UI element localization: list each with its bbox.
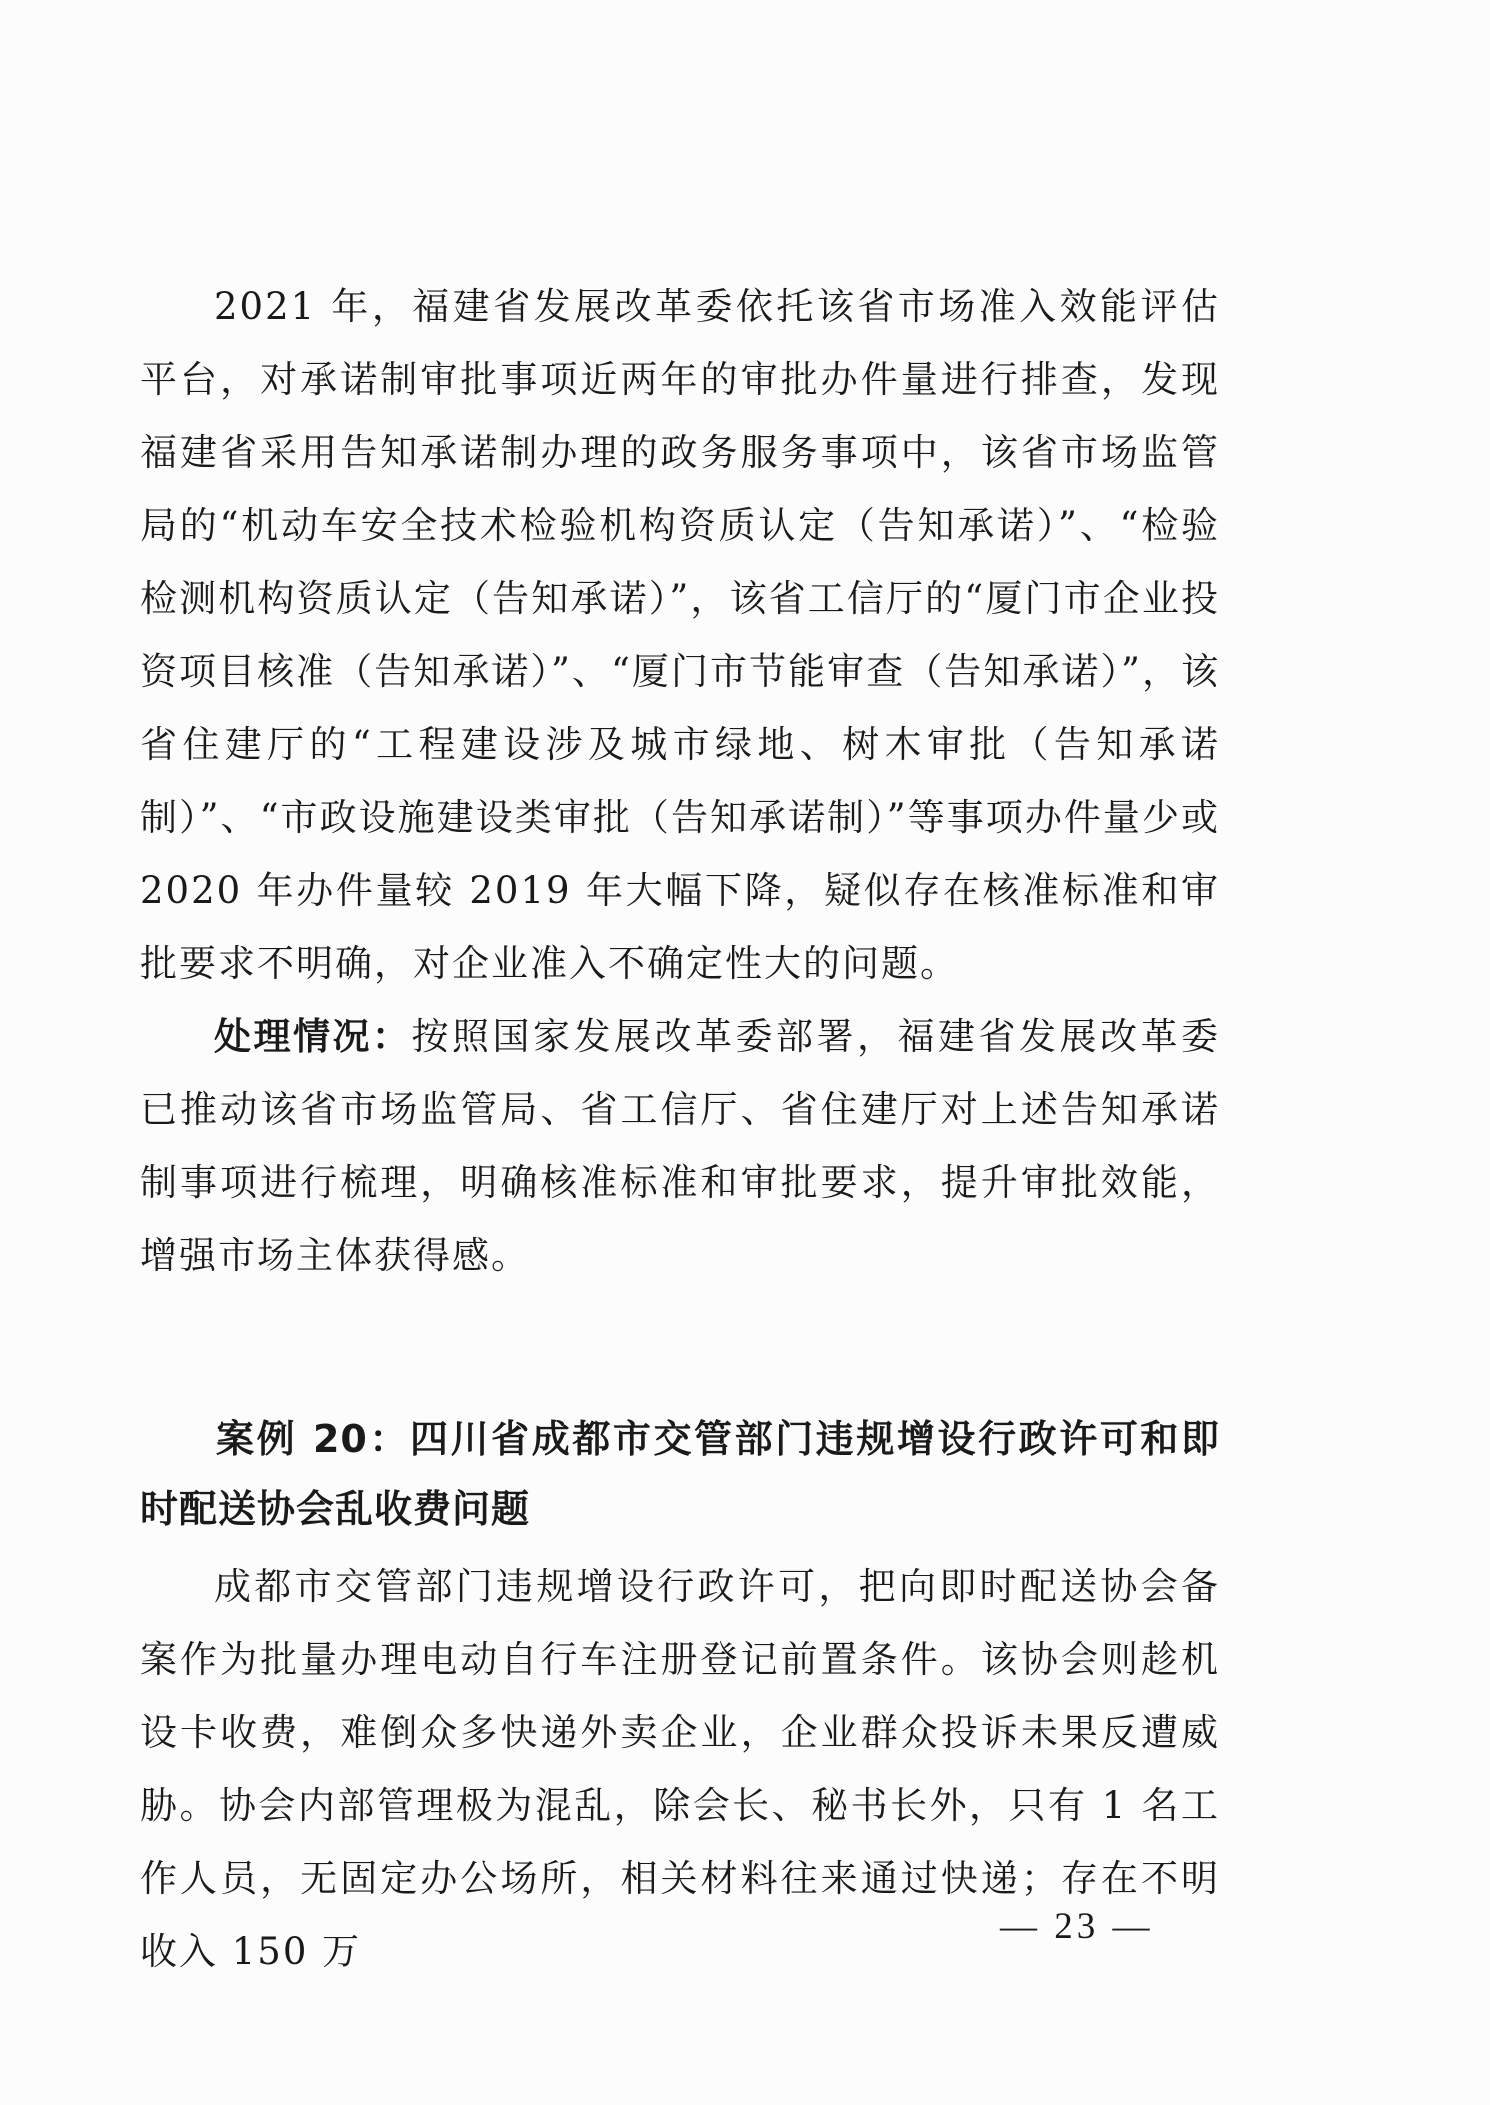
document-body <box>140 270 1220 1988</box>
handling-status-text: 按照国家发展改革委部署，福建省发展改革委已推动该省市场监管局、省工信厅、省住建厅对上述告知承诺制事项进行梳理，明确核准标准和审批要求，提升审批效能，增强市场主体获得感。 <box>140 1015 1220 1277</box>
page-number: — 23 — <box>1000 1906 1154 1947</box>
paragraph-chengdu-case: 成都市交管部门违规增设行政许可，把向即时配送协会备案作为批量办理电动自行车注册登记前置条件。该协会则趁机设卡收费，难倒众多快递外卖企业，企业群众投诉未果反遭威胁。协会内部管理极为混乱，除会长、秘书长外，只有 1 名工作人员，无固定办公场所，相关材料往来通过快递；存在不明收入 150 万 <box>140 1565 1220 1973</box>
case-20-heading: 案例 20：四川省成都市交管部门违规增设行政许可和即时配送协会乱收费问题 <box>140 1417 1220 1531</box>
paragraph-fujian-case: 2021 年，福建省发展改革委依托该省市场准入效能评估平台，对承诺制审批事项近两年的审批办件量进行排查，发现福建省采用告知承诺制办理的政务服务事项中，该省市场监管局的“机动车安全技术检验机构资质认定（告知承诺）”、“检验检测机构资质认定（告知承诺）”，该省工信厅的“厦门市企业投资项目核准（告知承诺）”、“厦门市节能审查（告知承诺）”，该省住建厅的“工程建设涉及城市绿地、树木审批（告知承诺制）”、“市政设施建设类审批（告知承诺制）”等事项办件量少或 2020 年办件量较 2019 年大幅下降，疑似存在核准标准和审批要求不明确，对企业准入不确定性大的问题。 <box>140 285 1220 985</box>
paragraph-handling-status <box>140 1000 1220 1292</box>
handling-status-label: 处理情况： <box>214 1015 412 1058</box>
